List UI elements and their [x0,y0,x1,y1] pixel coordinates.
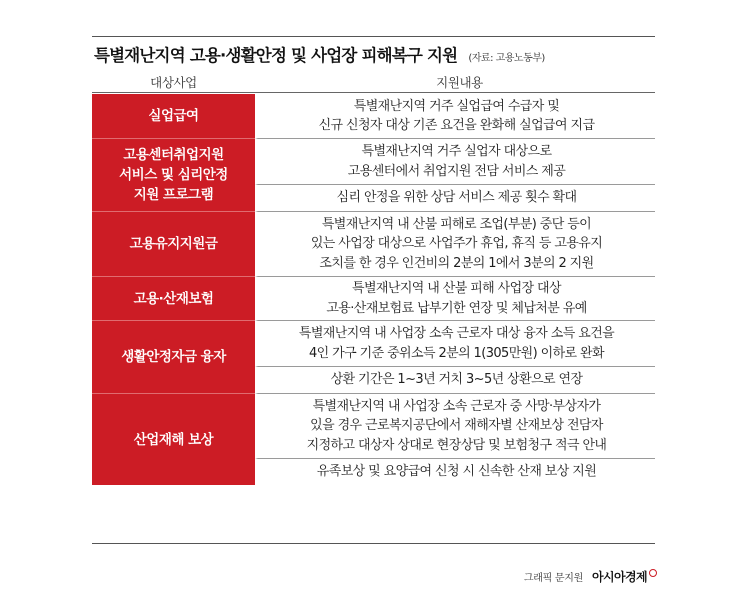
detail-cell: 특별재난지역 내 사업장 소속 근로자 대상 융자 소득 요건을 4인 가구 기준 중위소득 2분의 1(305만원) 이하로 완화 [255,320,655,366]
detail-cell: 특별재난지역 거주 실업급여 수급자 및 신규 신청자 대상 기존 요건을 완화해 실업급여 지급 [255,94,655,138]
detail-cell: 상환 기간은 1~3년 거치 3~5년 상환으로 연장 [255,366,655,393]
detail-cell: 심리 안정을 위한 상담 서비스 제공 횟수 확대 [255,184,655,211]
detail-cell: 특별재난지역 내 산불 피해 사업장 대상 고용·산재보험료 납부기한 연장 및 체납처분 유예 [255,276,655,320]
detail-cell: 유족보상 및 요양급여 신청 시 신속한 산재 보상 지원 [255,458,655,485]
column-header-category: 대상사업 [150,75,197,90]
category-cell: 산업재해 보상 [92,393,255,485]
bottom-rule [92,543,655,544]
brand-logo-icon [649,569,657,577]
category-cell: 고용센터취업지원 서비스 및 심리안정 지원 프로그램 [92,138,255,211]
detail-cell: 특별재난지역 내 사업장 소속 근로자 중 사망·부상자가 있을 경우 근로복지공단에서 재해자별 산재보상 전담자 지정하고 대상자 상대로 현장상담 및 보험청구 적극 안내 [255,393,655,458]
support-table [92,94,655,485]
credit-label: 그래픽 문지원 [523,573,583,584]
page-title: 특별재난지역 고용·생활안정 및 사업장 피해복구 지원 [94,46,458,65]
category-cell: 생활안정자금 융자 [92,320,255,393]
detail-cell: 특별재난지역 거주 실업자 대상으로 고용센터에서 취업지원 전담 서비스 제공 [255,138,655,184]
column-header-detail: 지원내용 [436,75,483,90]
top-rule [92,36,655,37]
header-rule [92,92,655,93]
category-cell: 고용·산재보험 [92,276,255,320]
title-row [94,42,654,66]
category-cell: 고용유지지원금 [92,211,255,276]
category-cell: 실업급여 [92,94,255,138]
source-note: (자료: 고용노동부) [468,53,545,64]
credit [524,566,657,585]
brand-name: 아시아경제 [592,570,647,584]
detail-cell: 특별재난지역 내 산불 피해로 조업(부분) 중단 등이 있는 사업장 대상으로 사업주가 휴업, 휴직 등 고용유지 조치를 한 경우 인건비의 2분의 1에서 3분의 2 지원 [255,211,655,276]
